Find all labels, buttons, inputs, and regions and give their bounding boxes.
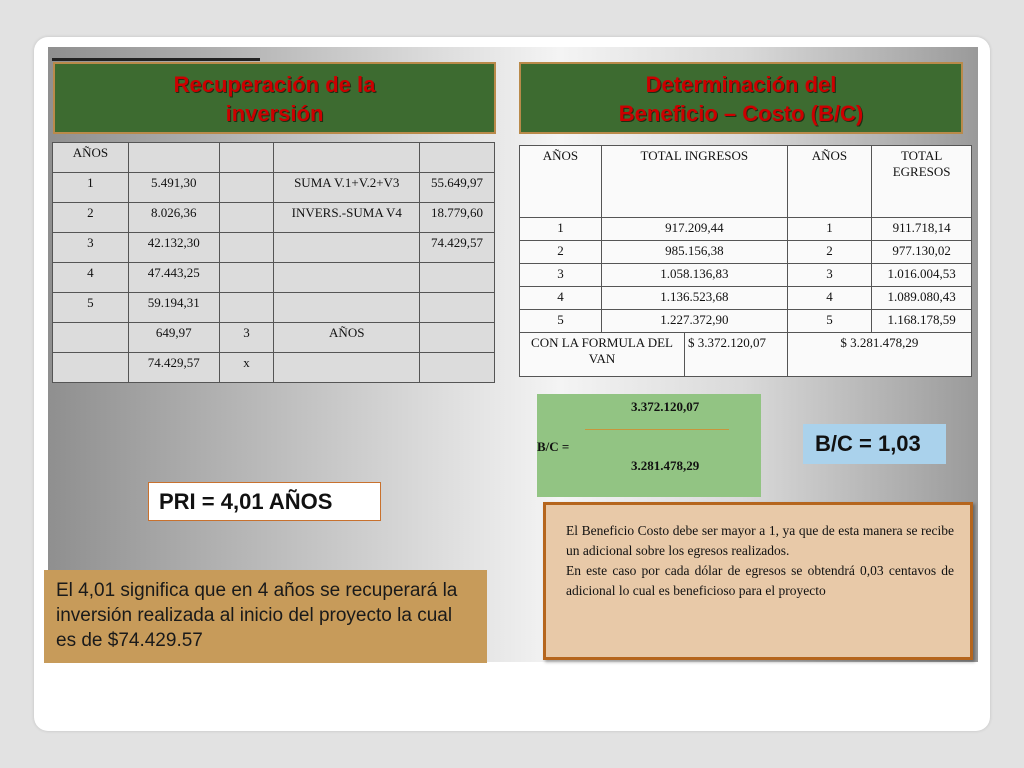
table-row — [53, 353, 495, 383]
table-cell — [420, 263, 495, 293]
table-cell: x — [219, 353, 274, 383]
table-cell: 5 — [520, 310, 602, 333]
header-cell: TOTAL INGRESOS — [601, 146, 787, 218]
table-cell — [420, 143, 495, 173]
table-cell: 2 — [53, 203, 129, 233]
table-row — [53, 323, 495, 353]
table-cell: 1 — [787, 218, 872, 241]
table-cell: 1 — [53, 173, 129, 203]
table-cell: 4 — [53, 263, 129, 293]
table-cell: 1.058.136,83 — [601, 264, 787, 287]
decorative-line — [52, 58, 260, 61]
table-cell — [128, 143, 219, 173]
title-beneficio-line2: Beneficio – Costo (B/C) — [618, 101, 864, 126]
table-row — [53, 263, 495, 293]
table-cell: 4 — [787, 287, 872, 310]
table-cell: 47.443,25 — [128, 263, 219, 293]
bc-formula-box — [537, 394, 761, 497]
table-cell: 649,97 — [128, 323, 219, 353]
table-cell — [219, 233, 274, 263]
table-cell — [53, 323, 129, 353]
footer-egresos: $ 3.281.478,29 — [787, 333, 971, 377]
table-cell — [274, 263, 420, 293]
table-cell — [420, 293, 495, 323]
title-recuperacion — [53, 62, 496, 134]
table-cell: 1 — [520, 218, 602, 241]
table-cell — [219, 263, 274, 293]
table-cell: 5.491,30 — [128, 173, 219, 203]
table-cell — [274, 233, 420, 263]
table-row — [520, 264, 972, 287]
table-cell: 3 — [787, 264, 872, 287]
bc-table-footer — [520, 333, 972, 377]
table-cell: 1.136.523,68 — [601, 287, 787, 310]
table-cell: 42.132,30 — [128, 233, 219, 263]
table-cell: 1.016.004,53 — [872, 264, 972, 287]
formula-label: B/C = — [537, 439, 570, 454]
fraction-line — [585, 429, 729, 430]
header-cell: AÑOS — [520, 146, 602, 218]
table-row — [53, 233, 495, 263]
header-cell: TOTAL EGRESOS — [872, 146, 972, 218]
table-cell — [274, 353, 420, 383]
table-cell: 4 — [520, 287, 602, 310]
table-cell: 3 — [520, 264, 602, 287]
table-cell — [219, 293, 274, 323]
table-row — [520, 241, 972, 264]
formula-numerator: 3.372.120,07 — [631, 399, 700, 414]
table-row — [520, 310, 972, 333]
title-recuperacion-line2: inversión — [225, 101, 324, 126]
table-cell — [420, 353, 495, 383]
table-cell — [274, 293, 420, 323]
table-cell: INVERS.-SUMA V4 — [274, 203, 420, 233]
table-cell — [219, 143, 274, 173]
footer-label: CON LA FORMULA DEL VAN — [520, 333, 685, 376]
title-beneficio-costo — [519, 62, 963, 134]
table-cell: 55.649,97 — [420, 173, 495, 203]
table-row — [53, 203, 495, 233]
table-cell: AÑOS — [53, 143, 129, 173]
bc-explanation — [543, 502, 973, 660]
table-row — [53, 293, 495, 323]
table-cell — [53, 353, 129, 383]
table-cell — [219, 203, 274, 233]
table-cell: 3 — [53, 233, 129, 263]
table-cell: 1.089.080,43 — [872, 287, 972, 310]
table-cell: 1.227.372,90 — [601, 310, 787, 333]
table-cell: 59.194,31 — [128, 293, 219, 323]
bc-explanation-p2: En este caso por cada dólar de egresos se obtendrá 0,03 centavos de adicional lo cual es beneficioso para el proyecto — [566, 563, 954, 598]
title-recuperacion-line1: Recuperación de la — [173, 72, 376, 97]
table-cell: 2 — [520, 241, 602, 264]
formula-denominator: 3.281.478,29 — [631, 458, 700, 473]
footer-cell-group — [520, 333, 788, 377]
bc-result: B/C = 1,03 — [803, 424, 946, 464]
table-cell: 74.429,57 — [128, 353, 219, 383]
table-cell: SUMA V.1+V.2+V3 — [274, 173, 420, 203]
table-row — [520, 218, 972, 241]
table-cell: 911.718,14 — [872, 218, 972, 241]
header-cell: AÑOS — [787, 146, 872, 218]
bc-table — [519, 145, 972, 377]
table-cell: 2 — [787, 241, 872, 264]
table-row — [520, 287, 972, 310]
table-row — [53, 173, 495, 203]
pri-table — [52, 142, 495, 383]
table-cell: 1.168.178,59 — [872, 310, 972, 333]
table-cell: 18.779,60 — [420, 203, 495, 233]
table-cell — [274, 143, 420, 173]
table-cell: 5 — [53, 293, 129, 323]
table-cell: 977.130,02 — [872, 241, 972, 264]
table-row — [53, 143, 495, 173]
table-cell — [420, 323, 495, 353]
pri-result: PRI = 4,01 AÑOS — [148, 482, 381, 521]
table-cell: 985.156,38 — [601, 241, 787, 264]
table-cell: 3 — [219, 323, 274, 353]
table-cell: 917.209,44 — [601, 218, 787, 241]
table-cell: 5 — [787, 310, 872, 333]
table-cell: 8.026,36 — [128, 203, 219, 233]
footer-ingresos: $ 3.372.120,07 — [688, 335, 766, 350]
pri-explanation: El 4,01 significa que en 4 años se recuperará la inversión realizada al inicio del proyecto la cual es de $74.429.57 — [44, 570, 487, 663]
bc-explanation-p1: El Beneficio Costo debe ser mayor a 1, ya que de esta manera se recibe un adicional sobre los egresos realizados. — [566, 523, 954, 558]
bc-table-header — [520, 146, 972, 218]
table-cell: AÑOS — [274, 323, 420, 353]
title-beneficio-line1: Determinación del — [645, 72, 837, 97]
table-cell: 74.429,57 — [420, 233, 495, 263]
table-cell — [219, 173, 274, 203]
